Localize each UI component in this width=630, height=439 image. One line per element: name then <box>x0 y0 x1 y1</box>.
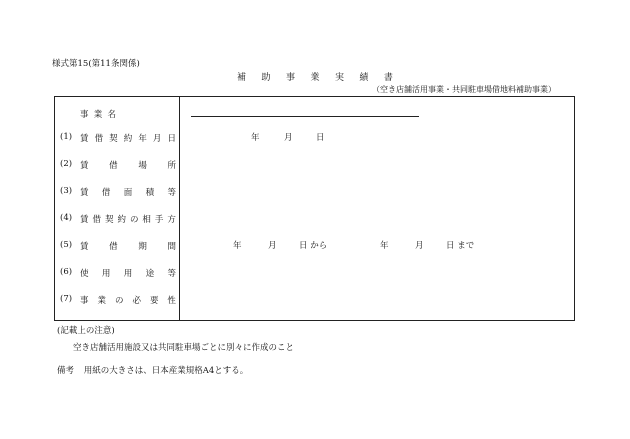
row-label-period <box>60 240 178 252</box>
label-char: 月 <box>152 134 162 144</box>
label-char: 方 <box>167 215 176 225</box>
title-char: 書 <box>383 73 393 83</box>
label-char: 借 <box>109 242 118 252</box>
row-number: (3) <box>60 186 73 196</box>
period-end-day-label: 日 まで <box>446 241 475 251</box>
document-subtitle: （空き店舗活用事業・共同駐車場借地料補助事業） <box>372 85 556 94</box>
notes-item: 空き店舗活用施設又は共同駐車場ごとに別々に作成のこと <box>73 343 295 353</box>
label-char: 性 <box>167 296 176 306</box>
label-char: 積 <box>145 188 155 198</box>
period-start-year-label: 年 <box>233 241 242 251</box>
row-number: (4) <box>60 213 73 223</box>
row-label-text <box>80 240 176 252</box>
title-char: 助 <box>261 73 271 83</box>
label-char: 面 <box>123 188 133 198</box>
label-char: 間 <box>167 242 176 252</box>
label-char: 要 <box>149 296 159 306</box>
remarks <box>57 364 248 376</box>
row-label-text <box>80 267 176 279</box>
label-char: 業 <box>97 296 106 306</box>
label-char: 約 <box>117 215 126 225</box>
row-number: (6) <box>60 267 73 277</box>
document-title <box>237 70 393 83</box>
label-char: の <box>129 215 139 225</box>
label-char: 約 <box>123 134 133 144</box>
label-column <box>55 97 180 320</box>
row-label-area <box>60 186 178 198</box>
row-label-text <box>80 108 116 120</box>
period-start-month-label: 月 <box>268 241 277 251</box>
row-number <box>60 108 80 120</box>
label-char: 業 <box>93 110 103 120</box>
label-char: 途 <box>145 269 155 279</box>
form-number: 様式第15(第11条関係) <box>52 59 140 69</box>
title-char: 業 <box>310 73 320 83</box>
title-char: 事 <box>285 73 295 83</box>
row-label-text <box>80 213 176 225</box>
row-label-contract-date <box>60 132 178 144</box>
label-char: 賃 <box>80 188 89 198</box>
label-char: 用 <box>123 269 133 279</box>
title-char: 績 <box>359 73 369 83</box>
label-char: 借 <box>92 215 101 225</box>
label-char: 契 <box>109 134 118 144</box>
label-char: 契 <box>104 215 114 225</box>
remarks-label: 備考 <box>57 366 75 376</box>
title-char: 実 <box>334 73 344 83</box>
row-label-business-name <box>60 108 178 120</box>
label-char: 相 <box>142 215 151 225</box>
row-label-text <box>80 294 176 306</box>
row-label-text <box>80 159 176 171</box>
label-char: 名 <box>107 110 116 120</box>
row-number: (2) <box>60 159 73 169</box>
period-end-year-label: 年 <box>380 241 389 251</box>
row-label-counterparty <box>60 213 178 225</box>
label-char: 年 <box>138 134 147 144</box>
title-char: 補 <box>237 73 247 83</box>
label-char: 借 <box>101 188 111 198</box>
label-char: 借 <box>109 161 118 171</box>
label-char: 必 <box>132 296 141 306</box>
row-label-text <box>80 132 176 144</box>
label-char: 借 <box>94 134 104 144</box>
row-number: (5) <box>60 240 73 250</box>
remarks-text: 用紙の大きさは、日本産業規格A4とする。 <box>83 366 249 376</box>
row-label-location <box>60 159 178 171</box>
label-char: 手 <box>154 215 164 225</box>
label-char: 用 <box>101 269 111 279</box>
label-char: 事 <box>80 296 89 306</box>
contract-month-label: 月 <box>284 133 293 143</box>
label-char: 賃 <box>80 242 89 252</box>
label-char: 期 <box>138 242 147 252</box>
label-char: 賃 <box>80 215 89 225</box>
label-char: 場 <box>138 161 147 171</box>
contract-year-label: 年 <box>251 133 260 143</box>
period-end-month-label: 月 <box>415 241 424 251</box>
label-char: 等 <box>167 269 176 279</box>
row-label-text <box>80 186 176 198</box>
label-char: 賃 <box>80 161 89 171</box>
row-label-necessity <box>60 294 178 306</box>
label-char: 使 <box>80 269 89 279</box>
label-char: 事 <box>80 110 89 120</box>
contract-day-label: 日 <box>316 133 325 143</box>
business-name-underline <box>191 116 419 117</box>
row-number: (7) <box>60 294 73 304</box>
period-start-day-label: 日 から <box>299 241 328 251</box>
row-number: (1) <box>60 132 73 142</box>
notes-heading: (記載上の注意) <box>57 326 115 336</box>
label-char: の <box>114 296 124 306</box>
label-char: 賃 <box>80 134 89 144</box>
form-table <box>54 96 575 321</box>
row-label-usage <box>60 267 178 279</box>
label-char: 日 <box>167 134 176 144</box>
label-char: 等 <box>167 188 176 198</box>
label-char: 所 <box>167 161 176 171</box>
